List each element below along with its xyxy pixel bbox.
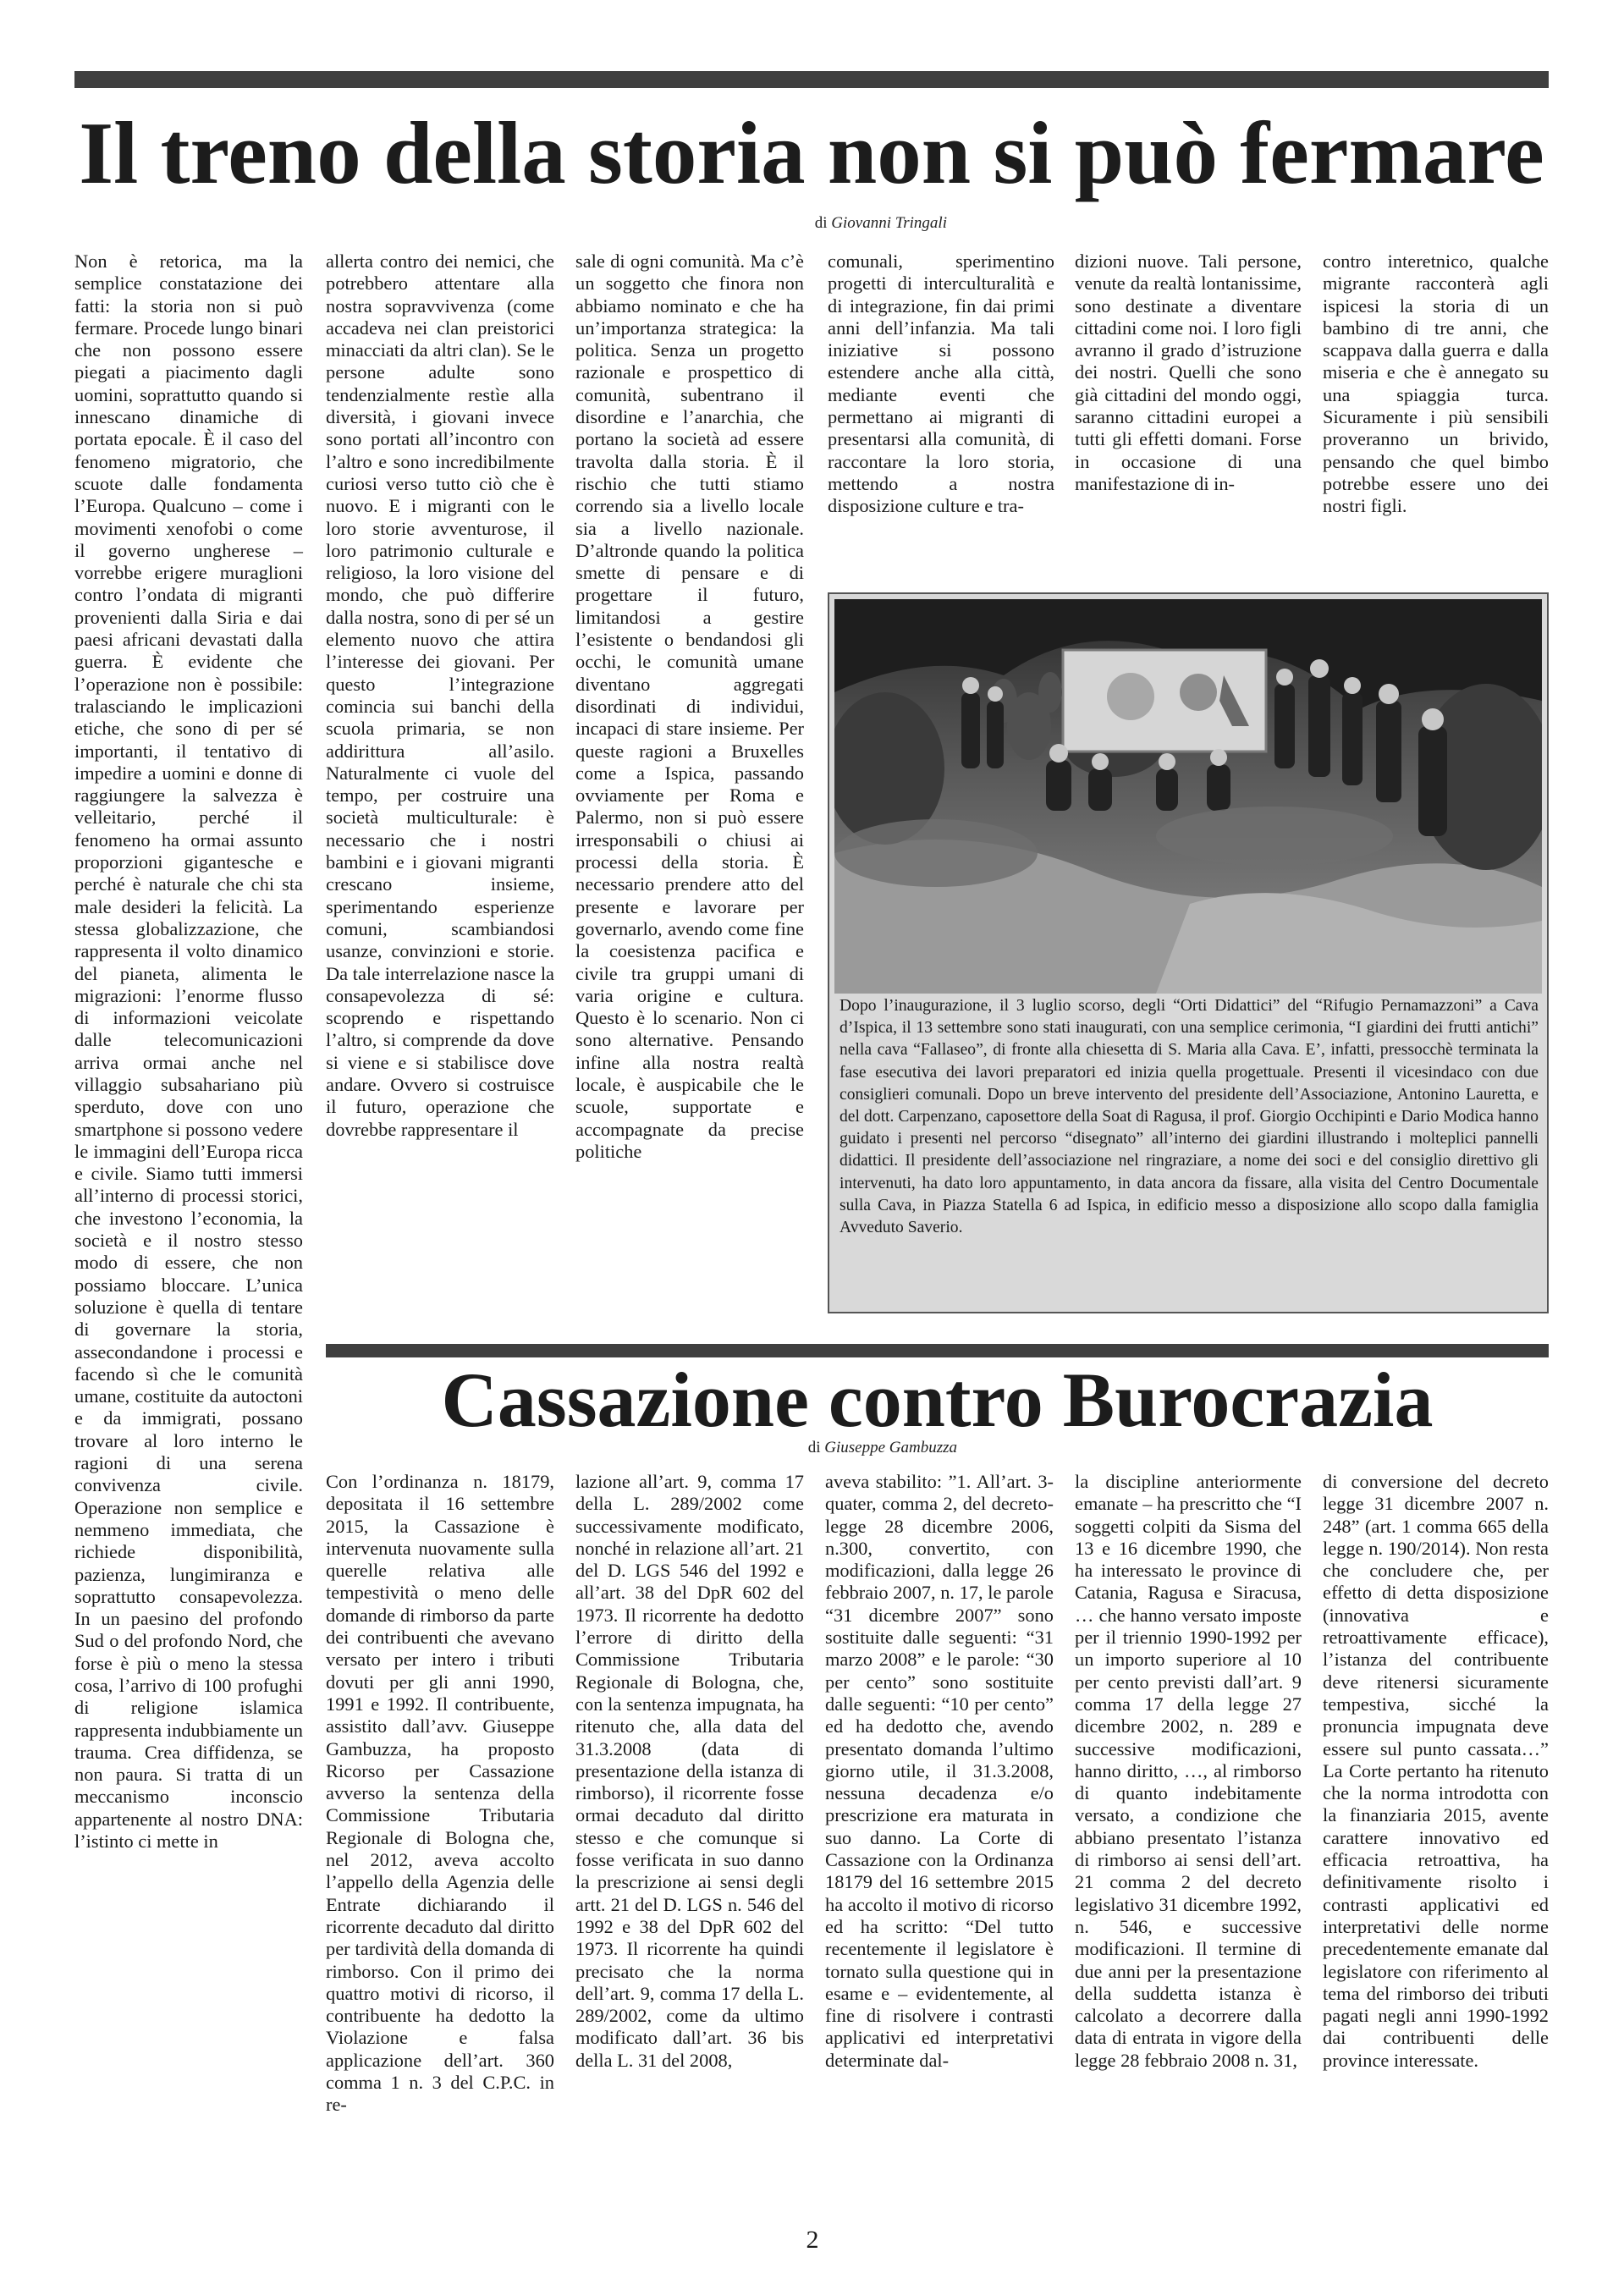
top-rule <box>74 71 1549 88</box>
article-column-1 <box>326 1471 554 2117</box>
page-number: 2 <box>806 2226 819 2254</box>
article-column-4 <box>828 251 1054 518</box>
byline-prefix: di <box>807 1439 821 1456</box>
event-photo-image <box>834 599 1542 994</box>
column-text: sale di ogni comunità. Ma c’è un soggetto che finora non abbiamo nominato e che ha un’importanza strategica: la politica. Senza un progetto razionale e prospettico di comunità, subentrano il disordine e l’anarchia, che portano la società ad essere travolta dalla storia. È il rischio che tutti stiamo correndo sia a livello locale sia a livello nazionale. D’altronde quando la politica smette di pensare e di progettare il futuro, limitandosi a gestire l’esistente o bendandosi gli occhi, le comunità umane diventano aggregati disordinati di individui, incapaci di stare insieme. Per queste ragioni a Bruxelles come a Ispica, passando ovviamente per Roma e Palermo, non si può essere irresponsabili o chiusi ai processi della storia. È necessario prendere atto del presente e lavorare per governarlo, avendo come fine la coesistenza pacifica e civile tra gruppi umani di varia origine e cultura. Questo è lo scenario. Non ci sono alternative. Pensando infine alla nostra realtà locale, è auspicabile che le scuole, supportate e accompagnate da precise politiche <box>575 251 804 1162</box>
byline-author: Giovanni Tringali <box>831 214 947 232</box>
column-text: aveva stabilito: ”1. All’art. 3-quater, comma 2, del decreto-legge 28 dicembre 2006, n.300, convertito, con modificazioni, dalla legge 26 febbraio 2007, n. 17, le parole “31 dicembre 2007” sono sostituite dalle seguenti: “31 marzo 2008” e le parole: “30 per cento” sono sostituite dalle seguenti: “10 per cento” ed ha dedotto che, avendo presentato domanda l’ultimo giorno utile, il 31.3.2008, nessuna decadenza e/o prescrizione era maturata in suo danno. La Corte di Cassazione con la Ordinanza 18179 del 16 settembre 2015 ha accolto il motivo di ricorso ed ha scritto: “Del tutto recentemente il legislatore è tornato sulla questione qui in esame e – evidentemente, al fine di risolvere i contrasti applicativi ed interpretativi determinate dal- <box>825 1471 1054 2071</box>
article-column-3 <box>825 1471 1054 2072</box>
photo-caption: Dopo l’inaugurazione, il 3 luglio scorso, degli “Orti Didattici” del “Rifugio Pernamazzoni” a Cava d’Ispica, il 13 settembre sono stati inaugurati, con una semplice cerimonia, “I giardini dei frutti antichi” nella cava “Fallaseo”, di fronte alla chiesetta di S. Maria alla Cava. E’, infatti, pressocchè terminata la fase esecutiva dei lavori preparatori ed inizia quella progettuale. Presenti il vicesindaco con due consiglieri comunali. Dopo un breve intervento del presidente dell’Associazione, Antonino Lauretta, e del dott. Carpenzano, caposettore della Soat di Ragusa, il prof. Giorgio Occhipinti e Dario Modica hanno guidato i presenti nel percorso “disegnato” all’interno dei giardini illustrando i molteplici pannelli didattici. Il presidente dell’associazione nel ringraziare, a nome dei soci e del consiglio direttivo gli intervenuti, ha dato loro appuntamento, in data ancora da fissare, alla visita del Centro Documentale sulla Cava, in Piazza Statella 6 ad Ispica, in edificio messo a disposizione allo scopo dalla famiglia Avveduto Saverio. <box>840 997 1539 1237</box>
column-text: Non è retorica, ma la semplice constatazione dei fatti: la storia non si può fermare. Procede lungo binari che non possono essere piegati a piacimento dagli uomini, soprattutto quando si innescano dinamiche di portata epocale. È il caso del fenomeno migratorio, che scuote dalle fondamenta l’Europa. Qualcuno – come i movimenti xenofobi o come il governo ungherese – vorrebbe erigere muraglioni contro l’ondata di migranti provenienti dalla Siria e dai paesi africani devastati dalla guerra. È evidente che l’operazione non è possibile: tralasciando le implicazioni etiche, che sono di per sé importanti, il tentativo di impedire a uomini e donne di raggiungere la salvezza è velleitario, perché il fenomeno ha ormai assunto proporzioni gigantesche e perché è naturale che chi sta male desideri la felicità. La stessa globalizzazione, che rappresenta il volto dinamico del pianeta, alimenta le migrazioni: l’enorme flusso di informazioni veicolate dalle telecomunicazioni arriva ormai anche nel villaggio subsahariano più sperduto, dove con uno smartphone si possono vedere le immagini dell’Europa ricca e civile. Siamo tutti immersi all’interno di processi storici, che investono l’economia, la società e il nostro stesso modo di essere, che non possiamo bloccare. L’unica soluzione è quella di tentare di governare la storia, assecondandone i processi e facendo sì che le comunità umane, costituite da autoctoni e da immigrati, possano trovare al loro interno le ragioni di una serena convivenza civile. Operazione non semplice e nemmeno immediata, che richiede disponibilità, pazienza, lungimiranza e soprattutto consapevolezza. In un paesino del profondo Sud o del profondo Nord, che forse è più o meno la stessa cosa, l’arrivo di 100 profughi di religione islamica rappresenta indubbiamente un trauma. Crea diffidenza, se non paura. Si tratta di un meccanismo inconscio appartenente al nostro DNA: l’istinto ci mette in <box>74 251 303 1853</box>
article-title: Il treno della storia non si può fermare <box>79 103 1544 202</box>
column-text: contro interetnico, qualche migrante racconterà agli ispicesi la storia di un bambino di tre anni, che scappava dalla guerra e dalla miseria e che è annegato su una spiaggia turca. Sicuramente i più sensibili proveranno un brivido, pensando che quel bimbo potrebbe essere uno dei nostri figli. <box>1323 251 1549 517</box>
column-text: allerta contro dei nemici, che potrebbero attentare alla nostra sopravvivenza (come accadeva nei clan preistorici minacciati da altri clan). Se le persone adulte sono tendenzialmente restìe alla diversità, i giovani invece sono portati all’incontro con l’altro e sono incredibilmente curiosi verso tutto ciò che è nuovo. E i migranti con le loro storie avventurose, il loro patrimonio culturale e religioso, la loro visione del mondo, che può differire dalla nostra, sono di per sé un elemento nuovo che attira l’interesse dei giovani. Per questo l’integrazione comincia sui banchi della scuola primaria, se non addirittura all’asilo. Naturalmente ci vuole del tempo, per costruire una società multiculturale: è necessario che i nostri bambini e i giovani migranti crescano insieme, sperimentando esperienze comuni, scambiandosi usanze, convinzioni e storie. Da tale interrelazione nasce la consapevolezza di sé: scoprendo e rispettando l’altro, si comprende da dove si viene e si stabilisce dove andare. Ovvero si costruisce il futuro, operazione che dovrebbe rappresentare il <box>326 251 554 1140</box>
article-column-1 <box>74 251 303 1853</box>
column-text: di conversione del decreto legge 31 dicembre 2007 n. 248” (art. 1 comma 665 della legge n. 190/2014). Non resta che concludere che, per effetto di detta disposizione (innovativa e retroattivamente efficace), l’istanza del contribuente deve ritenersi sicuramente tempestiva, sicché la pronuncia impugnata deve essere sul punto cassata…” La Corte pertanto ha ritenuto che la norma introdotta con la finanziaria 2015, avente carattere innovativo ed efficacia retroattiva, ha definitivamente risolto i contrasti applicativi ed interpretativi delle norme precedentemente emanate dal legislatore con riferimento al tema del rimborso dei tributi pagati negli anni 1990-1992 dai contribuenti delle province interessate. <box>1323 1471 1549 2071</box>
article-column-2 <box>575 1471 804 2072</box>
event-photo <box>834 599 1542 994</box>
byline-prefix: di <box>814 214 828 232</box>
article-title: Cassazione contro Burocrazia <box>441 1357 1434 1443</box>
column-text: comunali, sperimentino progetti di interculturalità e di integrazione, fin dai primi anni dell’infanzia. Ma tali iniziative si possono estendere anche alla città, mediante eventi che permettano ai migranti di presentarsi alla comunità, di raccontare la loro storia, mettendo a nostra disposizione culture e tra- <box>828 251 1054 517</box>
photo-box <box>828 592 1549 1313</box>
column-text: Con l’ordinanza n. 18179, depositata il 16 settembre 2015, la Cassazione è intervenuta nuovamente sulla querelle relativa alle tempestività o meno delle domande di rimborso da parte dei contribuenti che avevano versato per intero i tributi dovuti per gli anni 1990, 1991 e 1992. Il contribuente, assistito dall’avv. Giuseppe Gambuzza, ha proposto Ricorso per Cassazione avverso la sentenza della Commissione Tributaria Regionale di Bologna che, nel 2012, aveva accolto l’appello della Agenzia delle Entrate dichiarando il ricorrente decaduto dal diritto per tardività della domanda di rimborso. Con il primo dei quattro motivi di ricorso, il contribuente ha dedotto la Violazione e falsa applicazione dell’art. 360 comma 1 n. 3 del C.P.C. in re- <box>326 1471 554 2116</box>
article-column-6 <box>1323 251 1549 518</box>
article-column-5 <box>1323 1471 1549 2072</box>
article-column-3 <box>575 251 804 1163</box>
article-byline <box>815 214 947 233</box>
column-text: dizioni nuove. Tali persone, venute da realtà lontanissime, sono destinate a diventare cittadini come noi. I loro figli avranno il grado d’istruzione dei nostri. Quelli che sono già cittadini del mondo oggi, saranno cittadini europei a tutti gli effetti domani. Forse in occasione di una manifestazione di in- <box>1075 251 1302 494</box>
article-column-4 <box>1075 1471 1302 2072</box>
column-text: la discipline anteriormente emanate – ha prescritto che “I soggetti colpiti da Sisma del 13 e 16 dicembre 1990, che ha interessato le province di Catania, Ragusa e Siracusa, … che hanno versato imposte per il triennio 1990-1992 per un importo superiore al 10 per cento previsti dall’art. 9 comma 17 della legge 27 dicembre 2002, n. 289 e successive modificazioni, hanno diritto, …, al rimborso di quanto indebitamente versato, a condizione che abbiano presentato l’istanza di rimborso ai sensi dell’art. 21 comma 2 del decreto legislativo 31 dicembre 1992, n. 546, e successive modificazioni. Il termine di due anni per la presentazione della suddetta istanza è calcolato a decorrere dalla data di entrata in vigore della legge 28 febbraio 2008 n. 31, <box>1075 1471 1302 2071</box>
article-byline <box>808 1439 957 1457</box>
article-column-2 <box>326 251 554 1141</box>
article-column-5 <box>1075 251 1302 495</box>
byline-author: Giuseppe Gambuzza <box>824 1439 957 1456</box>
column-text: lazione all’art. 9, comma 17 della L. 289/2002 come successivamente modificato, nonché in relazione all’art. 21 del D. LGS 546 del 1992 e all’art. 38 del DpR 602 del 1973. Il ricorrente ha dedotto l’errore di diritto della Commissione Tributaria Regionale di Bologna, che, con la sentenza impugnata, ha ritenuto che, alla data del 31.3.2008 (data di presentazione della istanza di rimborso), il ricorrente fosse ormai decaduto dal diritto stesso e che comunque si fosse verificata in suo danno la prescrizione ai sensi degli artt. 21 del D. LGS n. 546 del 1992 e 38 del DpR 602 del 1973. Il ricorrente ha quindi precisato che la norma dell’art. 9, comma 17 della L. 289/2002, come da ultimo modificato dall’art. 36 bis della L. 31 del 2008, <box>575 1471 804 2071</box>
